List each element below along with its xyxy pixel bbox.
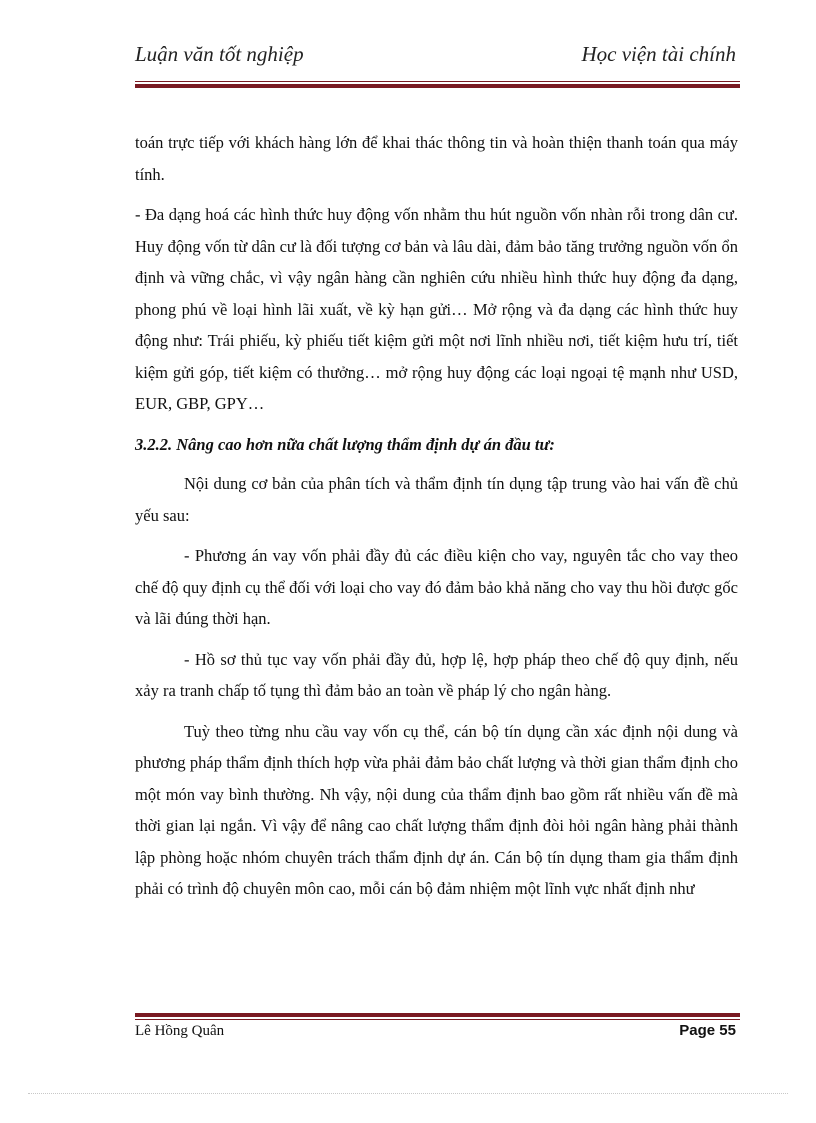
header-thesis-title: Luận văn tốt nghiệp <box>135 42 304 66</box>
page-header <box>135 40 738 70</box>
paragraph-loan-documents: - Hồ sơ thủ tục vay vốn phải đầy đủ, hợp lệ, hợp pháp theo chế độ quy định, nếu xảy ra tranh chấp tố tụng thì đảm bảo an toàn về pháp lý cho ngân hàng. <box>135 649 738 700</box>
footer-author: Lê Hồng Quân <box>135 1023 225 1039</box>
section-heading: 3.2.2. Nâng cao hơn nữa chất lượng thẩm định dự án đầu tư: <box>135 434 555 454</box>
paragraph-continuation: toán trực tiếp với khách hàng lớn để khai thác thông tin và hoàn thiện thanh toán qua máy tính. <box>135 133 738 184</box>
footer-rule-thin <box>135 1019 740 1020</box>
paragraph-appraisal-team: Tuỳ theo từng nhu cầu vay vốn cụ thể, cán bộ tín dụng cần xác định nội dung và phương pháp thẩm định thích hợp vừa phải đảm bảo chất lượng và thời gian thẩm định cho một món vay bình thường. Nh vậy, nội dung của thẩm định bao gồm rất nhiều vấn đề mà thời gian lại ngắn. Vì vậy để nâng cao chất lượng thẩm định đòi hỏi ngân hàng phải thành lập phòng hoặc nhóm chuyên trách thẩm định dự án. Cán bộ tín dụng tham gia thẩm định phải có trình độ chuyên môn cao, mỗi cán bộ đảm nhiệm một lĩnh vực nhất định như <box>135 721 738 898</box>
page-bottom-dotted-line <box>28 1093 788 1094</box>
header-institution: Học viện tài chính <box>581 42 736 66</box>
header-rule-thin <box>135 81 740 82</box>
paragraph-appraisal-intro: Nội dung cơ bản của phân tích và thẩm định tín dụng tập trung vào hai vấn đề chủ yếu sau: <box>135 474 738 525</box>
page-content <box>135 127 738 914</box>
paragraph-loan-plan: - Phương án vay vốn phải đầy đủ các điều kiện cho vay, nguyên tắc cho vay theo chế độ quy định cụ thể đối với loại cho vay đó đảm bảo khả năng cho vay thu hồi được gốc và lãi đúng thời hạn. <box>135 546 738 628</box>
footer-rule-thick <box>135 1013 740 1017</box>
footer-page-number: Page 55 <box>679 1022 736 1039</box>
header-rule-thick <box>135 84 740 88</box>
paragraph-capital-mobilization: - Đa dạng hoá các hình thức huy động vốn nhằm thu hút nguồn vốn nhàn rỗi trong dân cư. Huy động vốn từ dân cư là đối tượng cơ bản và lâu dài, đảm bảo tăng trưởng nguồn vốn ổn định và vững chắc, vì vậy ngân hàng cần nghiên cứu nhiều hình thức huy động đa dạng, phong phú về loại hình lãi xuất, về kỳ hạn gửi… Mở rộng và đa dạng các hình thức huy động như: Trái phiếu, kỳ phiếu tiết kiệm gửi một nơi lĩnh nhiều nơi, tiết kiệm hưu trí, tiết kiệm gửi góp, tiết kiệm có thưởng… mở rộng huy động các loại ngoại tệ mạnh như USD, EUR, GBP, GPY… <box>135 205 738 413</box>
